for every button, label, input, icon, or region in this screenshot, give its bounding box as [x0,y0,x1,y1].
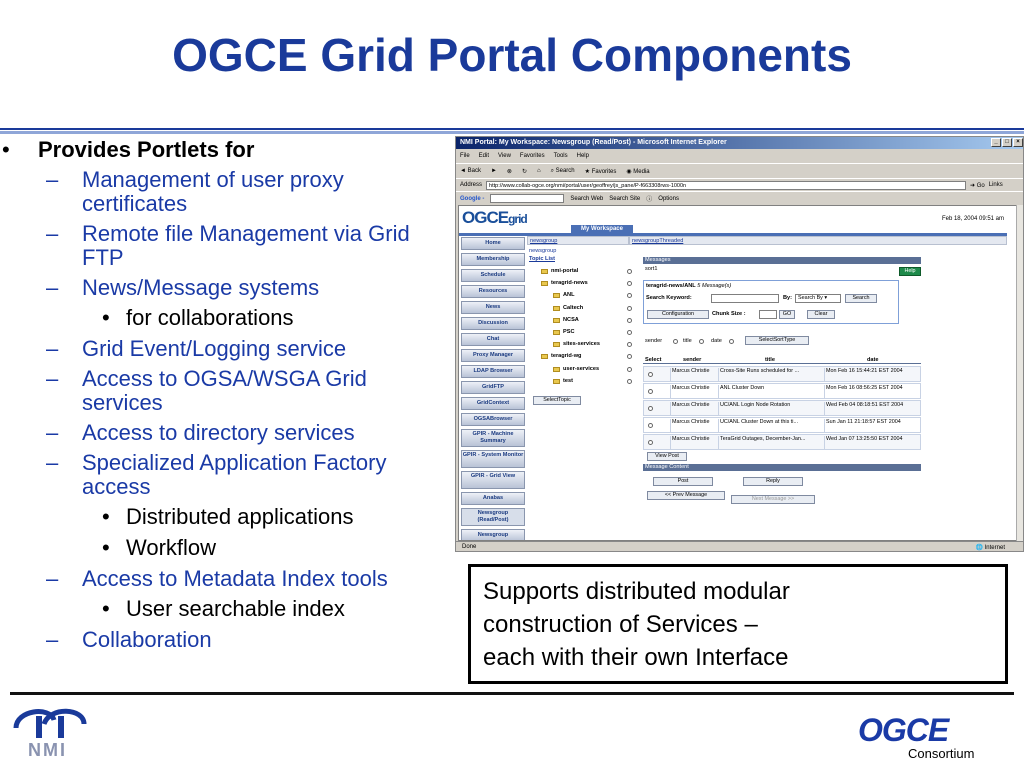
portal-logo-suffix: grid [508,212,527,226]
newsgroup-sub: newsgroup [529,248,557,254]
close-icon[interactable]: × [1013,138,1023,147]
tree-item[interactable]: teragrid-wg [551,353,582,360]
row-date: Mon Feb 16 08:56:25 EST 2004 [824,385,920,399]
tree-item[interactable]: ANL [563,292,575,299]
bullet-item: • User searchable index [0,597,450,621]
row-select-radio[interactable] [648,423,653,428]
by-label: By: [783,295,793,301]
bullet-item: – Access to directory services [0,421,450,445]
row-date: Wed Feb 04 08:18:51 EST 2004 [824,402,920,416]
bullet-item: – Management of user proxy certificates [0,168,450,216]
sort-date-radio[interactable] [729,339,734,344]
nav-item[interactable]: GridContext [461,397,525,410]
callout-line-3: each with their own Interface [483,644,789,671]
search-keyword-label: Search Keyword: [646,295,692,301]
table-row[interactable] [643,434,921,450]
page-scrollbar[interactable] [1016,205,1023,541]
sort-sender-radio[interactable] [673,339,678,344]
title-rule [0,128,1024,134]
menu-bar [456,150,1024,162]
favorites-label: Favorites [591,169,617,175]
menu-help[interactable]: Help [576,153,589,159]
row-title: Cross-Site Runs scheduled for ... [718,368,822,382]
nmi-logo-text: NMI [28,740,67,760]
row-title: ANL Cluster Down [718,385,822,399]
folder-icon [553,306,560,311]
maximize-icon[interactable]: □ [1002,138,1012,147]
bullet-item: – News/Message systems [0,276,450,300]
table-row[interactable] [643,383,921,399]
row-select-radio[interactable] [648,440,653,445]
browser-toolbar [456,163,1024,178]
folder-icon [541,269,548,274]
media-label: Media [633,169,650,175]
refresh-icon[interactable]: ↻ [521,169,527,175]
search-by-select[interactable]: Search By ▾ [795,294,841,303]
callout-box [468,564,1008,684]
status-zone: 🌐 Internet [975,545,1005,551]
tree-radio[interactable] [627,379,632,384]
nav-item[interactable]: OGSABrowser [461,413,525,426]
stop-icon[interactable]: ⊗ [506,169,512,175]
forward-icon[interactable]: ► [490,168,497,174]
tree-item[interactable]: nmi-portal [551,268,579,274]
tree-radio[interactable] [627,293,632,298]
chunk-go-button[interactable]: GO [779,310,795,319]
next-message-button[interactable]: Next Message >> [731,495,815,504]
row-select-radio[interactable] [648,372,653,377]
folder-icon [553,342,560,347]
favorites-button[interactable]: ★ Favorites [584,169,617,175]
col-sender: sender [683,357,702,363]
home-icon[interactable]: ⌂ [536,168,541,174]
search-label: Search [555,168,575,174]
view-post-button[interactable]: View Post [647,452,687,461]
google-search-site[interactable]: Search Site [609,195,641,202]
google-search-web[interactable]: Search Web [570,195,604,202]
bullet-item: – Specialized Application Factory access [0,451,450,499]
newsgroup-panel-title[interactable]: newsgroup [530,238,558,244]
ogce-consortium-logo [852,712,1002,766]
topic-list-link[interactable]: Topic List [529,256,555,262]
window-title [456,137,1024,149]
nav-item[interactable]: News [461,301,525,314]
row-sender: Marcus Christie [670,368,718,382]
tree-radio[interactable] [627,306,632,311]
portal-page [458,205,1019,541]
row-date: Wed Jan 07 13:25:50 EST 2004 [824,436,920,450]
bullet-item: – Grid Event/Logging service [0,337,450,361]
table-rule [643,363,921,364]
tree-radio[interactable] [627,269,632,274]
slide-title: OGCE Grid Portal Components [172,29,852,81]
nav-item[interactable]: Newsgroup [461,529,525,541]
row-title: UC/ANL Cluster Down at this ti... [718,419,822,433]
sort-title-radio[interactable] [699,339,704,344]
messages-header: Messages [643,257,921,264]
nav-item[interactable]: GridFTP [461,381,525,394]
bullet-item: • Provides Portlets for [0,138,450,162]
back-button[interactable]: ◄ Back [460,168,481,174]
sort-date-label: date [711,338,722,344]
status-done: Done [462,544,477,550]
callout-line-2: construction of Services – [483,611,758,638]
bullet-item: – Access to Metadata Index tools [0,567,450,591]
folder-icon [541,354,548,359]
nav-item[interactable]: Proxy Manager [461,349,525,362]
tree-radio[interactable] [627,354,632,359]
links-button[interactable]: Links [988,182,1003,188]
nav-item[interactable]: Schedule [461,269,525,282]
configuration-button[interactable]: Configuration [647,310,709,319]
row-title: UC/ANL Login Node Rotation [718,402,822,416]
google-label: Google - [460,195,485,202]
newsgroup-panel-header [527,236,629,245]
sort-title-label: title [683,338,692,344]
folder-icon [553,367,560,372]
nav-item[interactable]: Anabas [461,492,525,505]
threaded-panel-header [629,236,1007,245]
tab-my-workspace[interactable]: My Workspace [571,225,633,233]
row-date: Sun Jan 11 21:18:57 EST 2004 [824,419,920,433]
google-options[interactable]: Options [658,195,679,202]
sort-sender-label: sender [645,338,663,344]
row-sender: Marcus Christie [670,436,718,450]
tree-radio[interactable] [627,281,632,286]
current-group-name: teragrid-news/ANL [646,283,696,289]
address-bar [456,178,1024,191]
window-title-text: NMI Portal: My Workspace: Newsgroup (Read/Post) - Microsoft Internet Explorer [460,139,727,146]
menu-view[interactable]: View [498,153,511,159]
tree-item[interactable]: user-services [563,365,600,372]
message-count: 5 Message(s) [697,283,732,289]
google-toolbar [456,191,1024,205]
portal-logo [462,208,527,228]
bullet-item: • Workflow [0,536,450,560]
browser-window [455,136,1024,552]
nav-item[interactable]: GPIR - System Monitor [461,450,525,468]
select-sort-type-button[interactable]: SelectSortType [745,336,809,345]
nav-item[interactable]: Newsgroup (Read/Post) [461,508,525,526]
status-internet: Internet [984,545,1005,551]
menu-file[interactable]: File [460,153,470,159]
table-row[interactable] [643,366,921,382]
col-date: date [867,357,879,363]
nav-item[interactable]: LDAP Browser [461,365,525,378]
tree-item[interactable]: PSC [563,329,575,335]
nav-item[interactable]: GPIR - Grid View [461,471,525,489]
tree-radio[interactable] [627,367,632,372]
media-button[interactable]: ◉ Media [626,169,650,175]
bottom-rule [10,692,1014,695]
col-select: Select [645,357,662,363]
menu-tools[interactable]: Tools [553,153,568,159]
bullet-item: • Distributed applications [0,505,450,529]
back-label: Back [467,168,481,174]
go-button[interactable]: ➜ Go [970,182,985,189]
table-row[interactable] [643,400,921,416]
col-title: title [765,357,775,363]
portal-nav [461,237,525,541]
sort-label: sort1 [645,266,658,272]
ogce-logo-text: OGCE [858,712,949,748]
message-content-header: Message Content [643,464,921,471]
bullet-list [0,138,450,658]
bullet-item: – Remote file Management via Grid FTP [0,222,450,270]
row-sender: Marcus Christie [670,385,718,399]
tree-item[interactable]: sites-services [563,341,601,348]
nav-item[interactable]: Home [461,237,525,250]
tree-radio[interactable] [627,330,632,335]
row-date: Mon Feb 16 15:44:21 EST 2004 [824,368,920,382]
menu-edit[interactable]: Edit [478,153,490,159]
callout-line-1: Supports distributed modular [483,578,790,605]
bullet-item: – Collaboration [0,628,450,652]
folder-icon [553,330,560,335]
clear-button[interactable]: Clear [807,310,835,319]
nav-item[interactable]: Chat [461,333,525,346]
bullet-item: – Access to OGSA/WSGA Grid services [0,367,450,415]
threaded-panel-title[interactable]: newsgroupThreaded [632,238,684,244]
table-row[interactable] [643,417,921,433]
status-bar [456,541,1024,552]
current-group [646,283,731,289]
chunk-size-input[interactable] [759,310,777,319]
minimize-icon[interactable]: _ [991,138,1001,147]
tree-item[interactable]: test [563,377,573,384]
go-label: Go [976,182,985,189]
portal-logo-text: OGCE [462,208,509,227]
row-select-radio[interactable] [648,389,653,394]
prev-message-button[interactable]: << Prev Message [647,491,725,500]
row-title: TeraGrid Outages, December-Jan... [718,436,822,450]
ogce-logo-sub: Consortium [908,746,975,761]
nav-item[interactable]: Membership [461,253,525,266]
post-button[interactable]: Post [653,477,713,486]
row-sender: Marcus Christie [670,419,718,433]
folder-icon [553,293,560,298]
chunk-size-label: Chunk Size : [712,311,746,317]
info-icon[interactable]: ⓘ [646,197,653,203]
search-keyword-input[interactable] [711,294,779,303]
folder-icon [553,379,560,384]
folder-icon [541,281,548,286]
tree-radio[interactable] [627,342,632,347]
bullet-item: • for collaborations [0,306,450,330]
row-sender: Marcus Christie [670,402,718,416]
search-submit-button[interactable]: Search [845,294,877,303]
nav-item[interactable]: GPIR - Machine Summary [461,429,525,447]
address-label: Address [460,182,483,188]
address-input[interactable]: http://www.collab-ogce.org/nmi/portal/user/geoffrey/js_pane/P-f663308rws-1000n [486,181,966,190]
tree-item[interactable]: NCSA [563,316,579,323]
select-topic-button[interactable]: SelectTopic [533,396,581,405]
tree-radio[interactable] [627,318,632,323]
menu-favorites[interactable]: Favorites [519,153,545,159]
nmi-logo [10,700,90,764]
reply-button[interactable]: Reply [743,477,803,486]
google-search-input[interactable] [490,194,564,203]
help-button[interactable]: Help [899,267,921,276]
nav-item[interactable]: Resources [461,285,525,298]
row-select-radio[interactable] [648,406,653,411]
folder-icon [553,318,560,323]
tree-item[interactable]: Caltech [563,304,584,311]
nav-item[interactable]: Discussion [461,317,525,330]
search-by-value: Search By [798,295,823,301]
portal-date: Feb 18, 2004 09:51 am [941,216,1004,222]
tree-item[interactable]: teragrid-news [551,280,588,287]
search-button[interactable]: ⌕ Search [550,168,575,174]
